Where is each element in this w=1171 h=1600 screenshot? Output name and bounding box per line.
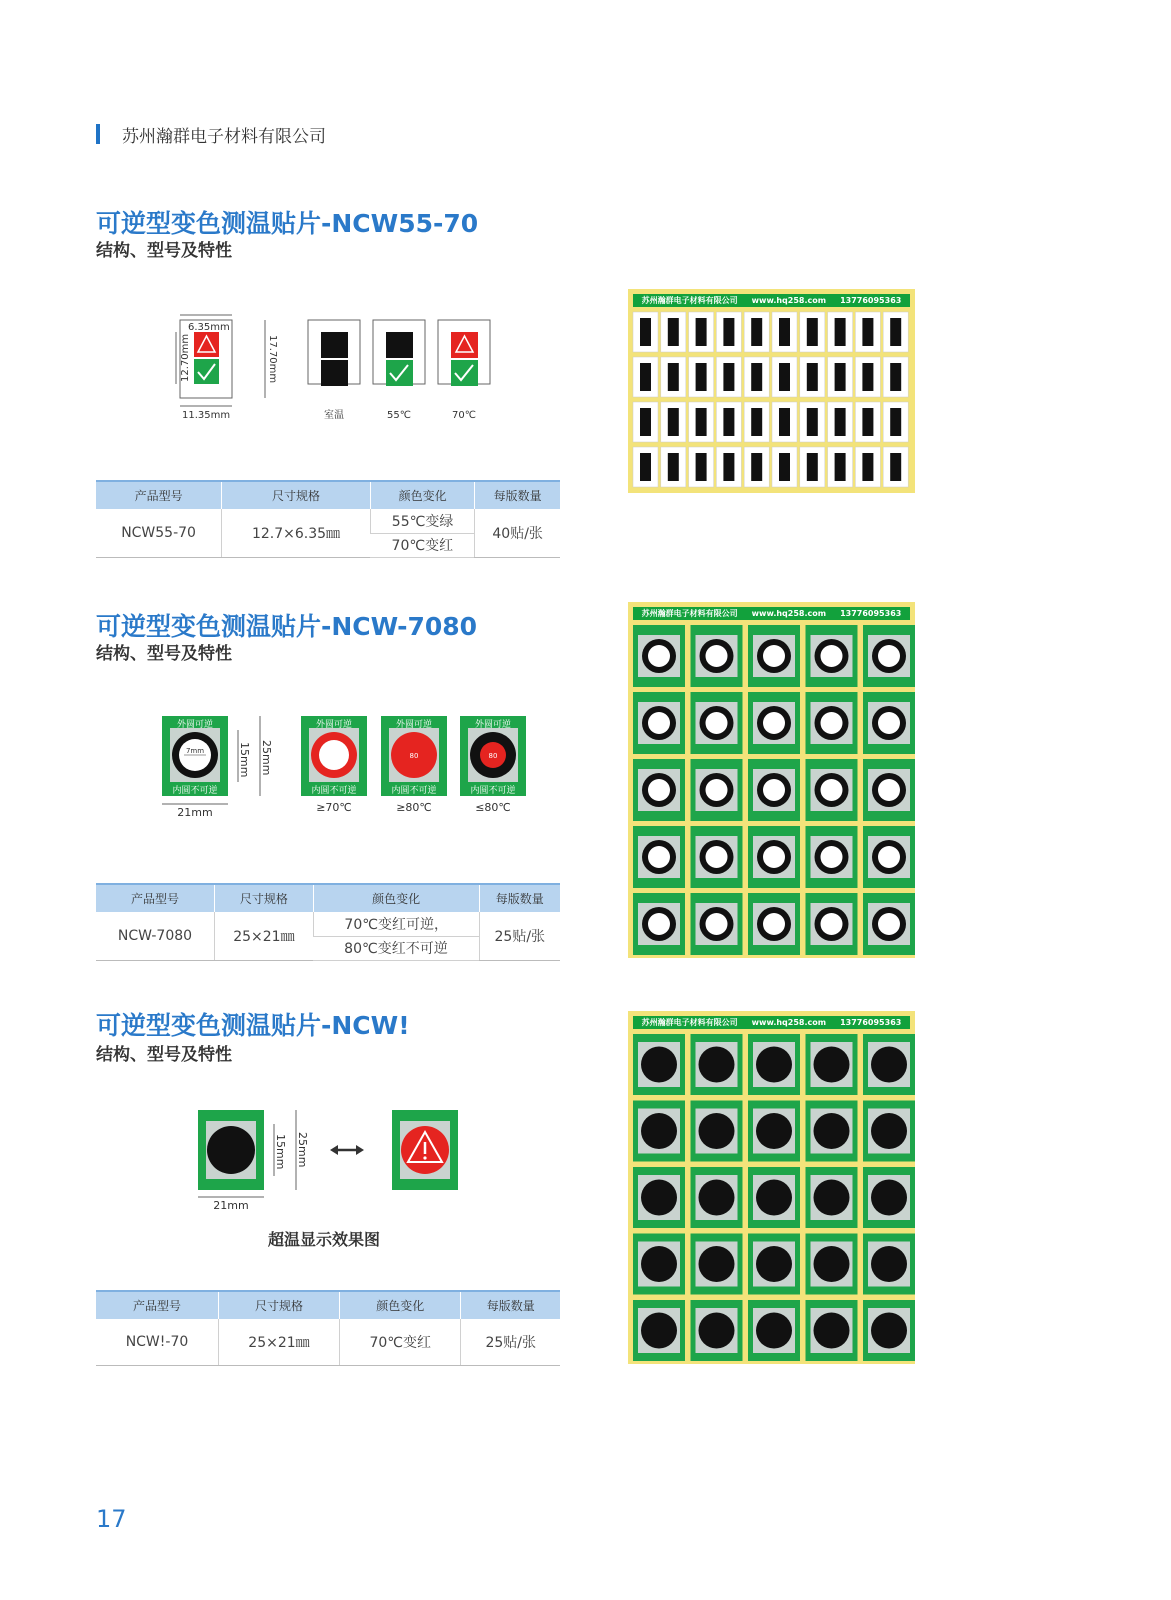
sheet-header: 苏州瀚群电子材料有限公司 www.hq258.com 13776095363 xyxy=(633,294,910,307)
cell-qty: 25贴/张 xyxy=(461,1319,560,1365)
svg-text:外圆可逆: 外圆可逆 xyxy=(176,720,214,730)
sheet-label-mark xyxy=(723,408,734,436)
sheet-header: 苏州瀚群电子材料有限公司 www.hq258.com 13776095363 xyxy=(633,607,910,620)
sheet-label-center xyxy=(648,846,670,868)
sheet-label-mark xyxy=(807,318,818,346)
spec-table-ncw55-70 xyxy=(96,480,560,558)
sheet-label-center xyxy=(706,712,728,734)
sheet-label-dot xyxy=(756,1047,792,1083)
sheet-label-mark xyxy=(890,408,901,436)
sheet-label-dot xyxy=(756,1246,792,1282)
double-arrow-icon xyxy=(330,1145,364,1155)
state-label-55: 55℃ xyxy=(387,410,411,421)
sheet-labels xyxy=(628,289,915,493)
dim-h1: 15mm xyxy=(274,1134,287,1170)
sheet-label-center xyxy=(878,712,900,734)
col-model: 产品型号 xyxy=(96,481,222,509)
svg-text:内圆不可逆: 内圆不可逆 xyxy=(172,786,218,796)
sheet-label-center xyxy=(763,913,785,935)
svg-text:外圆可逆: 外圆可逆 xyxy=(315,720,353,730)
sheet-label-center xyxy=(706,645,728,667)
sheet-label-dot xyxy=(699,1047,735,1083)
sheet-label-mark xyxy=(751,408,762,436)
sheet-label-center xyxy=(648,913,670,935)
cell-size: 12.7×6.35㎜ xyxy=(222,509,371,557)
sheet-label-dot xyxy=(756,1313,792,1349)
cell-model: NCW55-70 xyxy=(96,509,222,557)
dim-inner: 7mm xyxy=(185,747,205,755)
sheet-label-dot xyxy=(699,1113,735,1149)
sheet-label-mark xyxy=(779,363,790,391)
section-title-ncw55-70: 可逆型变色测温贴片-NCW55-70 xyxy=(96,209,479,238)
dim-h2: 25mm xyxy=(260,740,273,776)
sheet-label-dot xyxy=(756,1113,792,1149)
sheet-label-mark xyxy=(835,363,846,391)
sheet-label-mark xyxy=(779,408,790,436)
sheet-label-mark xyxy=(640,453,651,481)
sheet-labels xyxy=(628,602,915,958)
dim-w: 21mm xyxy=(213,1199,249,1212)
ncw-warn-diagram xyxy=(190,1104,480,1216)
svg-text:内圆不可逆: 内圆不可逆 xyxy=(391,786,437,796)
sheet-label-mark xyxy=(668,363,679,391)
cell-qty: 40贴/张 xyxy=(475,509,560,557)
dim-w: 21mm xyxy=(177,806,213,819)
diagram-caption: 超温显示效果图 xyxy=(268,1230,381,1249)
sheet-label-center xyxy=(821,913,843,935)
svg-text:80: 80 xyxy=(488,752,498,760)
sheet-label-center xyxy=(878,779,900,801)
sheet-label-mark xyxy=(890,318,901,346)
page-number: 17 xyxy=(96,1505,127,1533)
sheet-label-dot xyxy=(641,1180,677,1216)
state-label-ge70: ≥70℃ xyxy=(316,801,352,814)
sheet-label-mark xyxy=(751,318,762,346)
sheet-label-mark xyxy=(751,453,762,481)
sheet-label-mark xyxy=(751,363,762,391)
sheet-label-center xyxy=(763,846,785,868)
product-sheet-ncw55-70 xyxy=(628,289,915,493)
sheet-label-mark xyxy=(835,318,846,346)
sheet-label-dot xyxy=(871,1246,907,1282)
sheet-label-dot xyxy=(814,1313,850,1349)
sheet-label-center xyxy=(878,913,900,935)
sheet-label-mark xyxy=(835,408,846,436)
sheet-label-center xyxy=(878,846,900,868)
dim-h1: 15mm xyxy=(238,742,251,778)
sheet-label-mark xyxy=(807,453,818,481)
section-title-ncw-warn: 可逆型变色测温贴片-NCW! xyxy=(96,1011,410,1040)
sheet-label-mark xyxy=(890,363,901,391)
sheet-label-mark xyxy=(696,318,707,346)
sheet-label-mark xyxy=(862,363,873,391)
dim-base: 11.35mm xyxy=(182,410,231,421)
cell-model: NCW-7080 xyxy=(96,912,214,960)
sheet-label-dot xyxy=(699,1180,735,1216)
spec-table-ncw-warn: 产品型号 尺寸规格 颜色变化 每版数量 NCW!-70 25×21㎜ 70℃变红 25贴/张 xyxy=(96,1290,560,1366)
sheet-label-dot xyxy=(871,1313,907,1349)
spec-table-ncw-7080: 产品型号 尺寸规格 颜色变化 每版数量 NCW-7080 25×21㎜ 70℃变红可逆， 25贴/张 80℃变红不可逆 xyxy=(96,883,560,961)
dim-h2: 25mm xyxy=(296,1132,309,1168)
cell-model: NCW!-70 xyxy=(96,1319,218,1365)
sheet-label-dot xyxy=(699,1313,735,1349)
sheet-label-dot xyxy=(641,1246,677,1282)
col-color: 颜色变化 xyxy=(370,481,474,509)
cell-color2: 80℃变红不可逆 xyxy=(313,936,479,960)
sheet-label-mark xyxy=(668,318,679,346)
sheet-label-mark xyxy=(890,453,901,481)
sheet-label-dot xyxy=(641,1313,677,1349)
sheet-label-dot xyxy=(641,1047,677,1083)
sheet-label-dot xyxy=(871,1047,907,1083)
cell-color2: 70℃变红 xyxy=(370,533,474,557)
sheet-label-dot xyxy=(814,1113,850,1149)
sheet-label-center xyxy=(821,645,843,667)
sheet-label-mark xyxy=(640,363,651,391)
sheet-label-mark xyxy=(723,453,734,481)
sheet-label-center xyxy=(648,779,670,801)
sheet-label-mark xyxy=(862,408,873,436)
state-label-ge80: ≥80℃ xyxy=(396,801,432,814)
sheet-label-center xyxy=(648,645,670,667)
sheet-label-mark xyxy=(835,453,846,481)
sheet-label-dot xyxy=(871,1180,907,1216)
sheet-label-center xyxy=(763,645,785,667)
sheet-label-center xyxy=(648,712,670,734)
sheet-label-dot xyxy=(871,1113,907,1149)
sheet-label-mark xyxy=(696,408,707,436)
dim-width: 6.35mm xyxy=(188,322,230,333)
sheet-label-mark xyxy=(807,363,818,391)
sheet-label-center xyxy=(878,645,900,667)
product-sheet-ncw-7080 xyxy=(628,602,915,958)
sheet-label-mark xyxy=(723,318,734,346)
product-sheet-ncw-warn xyxy=(628,1011,915,1364)
cell-size: 25×21㎜ xyxy=(214,912,313,960)
sheet-label-center xyxy=(821,779,843,801)
sheet-label-center xyxy=(763,712,785,734)
sheet-label-mark xyxy=(779,318,790,346)
company-header xyxy=(96,124,326,147)
section-title-ncw-7080: 可逆型变色测温贴片-NCW-7080 xyxy=(96,612,478,641)
state-label-le80: ≤80℃ xyxy=(475,801,511,814)
svg-text:外圆可逆: 外圆可逆 xyxy=(474,720,512,730)
accent-bar xyxy=(96,124,100,144)
sheet-label-mark xyxy=(668,453,679,481)
sheet-label-mark xyxy=(723,363,734,391)
sheet-label-dot xyxy=(814,1246,850,1282)
svg-text:80: 80 xyxy=(409,752,419,760)
sheet-label-dot xyxy=(814,1180,850,1216)
sheet-label-mark xyxy=(862,318,873,346)
dim-height-inner: 12.70mm xyxy=(180,333,191,382)
sheet-label-center xyxy=(706,846,728,868)
ncw-7080-diagram xyxy=(150,712,540,822)
sheet-label-mark xyxy=(640,318,651,346)
sheet-label-mark xyxy=(640,408,651,436)
ncw55-70-diagram xyxy=(170,310,510,430)
svg-text:外圆可逆: 外圆可逆 xyxy=(395,720,433,730)
col-size: 尺寸规格 xyxy=(222,481,371,509)
sheet-labels xyxy=(628,1011,915,1364)
sheet-label-dot xyxy=(814,1047,850,1083)
dim-height-total: 17.70mm xyxy=(267,335,278,384)
sheet-label-mark xyxy=(807,408,818,436)
sheet-label-mark xyxy=(668,408,679,436)
company-name: 苏州瀚群电子材料有限公司 xyxy=(122,126,326,147)
svg-text:内圆不可逆: 内圆不可逆 xyxy=(470,786,516,796)
sheet-header: 苏州瀚群电子材料有限公司 www.hq258.com 13776095363 xyxy=(633,1016,910,1029)
sheet-label-mark xyxy=(862,453,873,481)
section-subtitle: 结构、型号及特性 xyxy=(96,241,232,261)
sheet-label-center xyxy=(706,913,728,935)
sheet-label-center xyxy=(706,779,728,801)
sheet-label-center xyxy=(821,712,843,734)
sheet-label-center xyxy=(763,779,785,801)
cell-size: 25×21㎜ xyxy=(218,1319,339,1365)
sheet-label-dot xyxy=(756,1180,792,1216)
section-subtitle: 结构、型号及特性 xyxy=(96,1045,232,1065)
sheet-label-dot xyxy=(699,1246,735,1282)
sheet-label-mark xyxy=(779,453,790,481)
state-label-room: 室温 xyxy=(324,410,344,421)
sheet-label-dot xyxy=(641,1113,677,1149)
cell-color1: 55℃变绿 xyxy=(370,509,474,533)
cell-color1: 70℃变红可逆， xyxy=(313,912,479,936)
state-label-70: 70℃ xyxy=(452,410,476,421)
cell-color1: 70℃变红 xyxy=(340,1319,461,1365)
cell-qty: 25贴/张 xyxy=(479,912,560,960)
svg-text:内圆不可逆: 内圆不可逆 xyxy=(311,786,357,796)
sheet-label-center xyxy=(821,846,843,868)
col-qty: 每版数量 xyxy=(475,481,560,509)
sheet-label-mark xyxy=(696,453,707,481)
sheet-label-mark xyxy=(696,363,707,391)
section-subtitle: 结构、型号及特性 xyxy=(96,644,232,664)
